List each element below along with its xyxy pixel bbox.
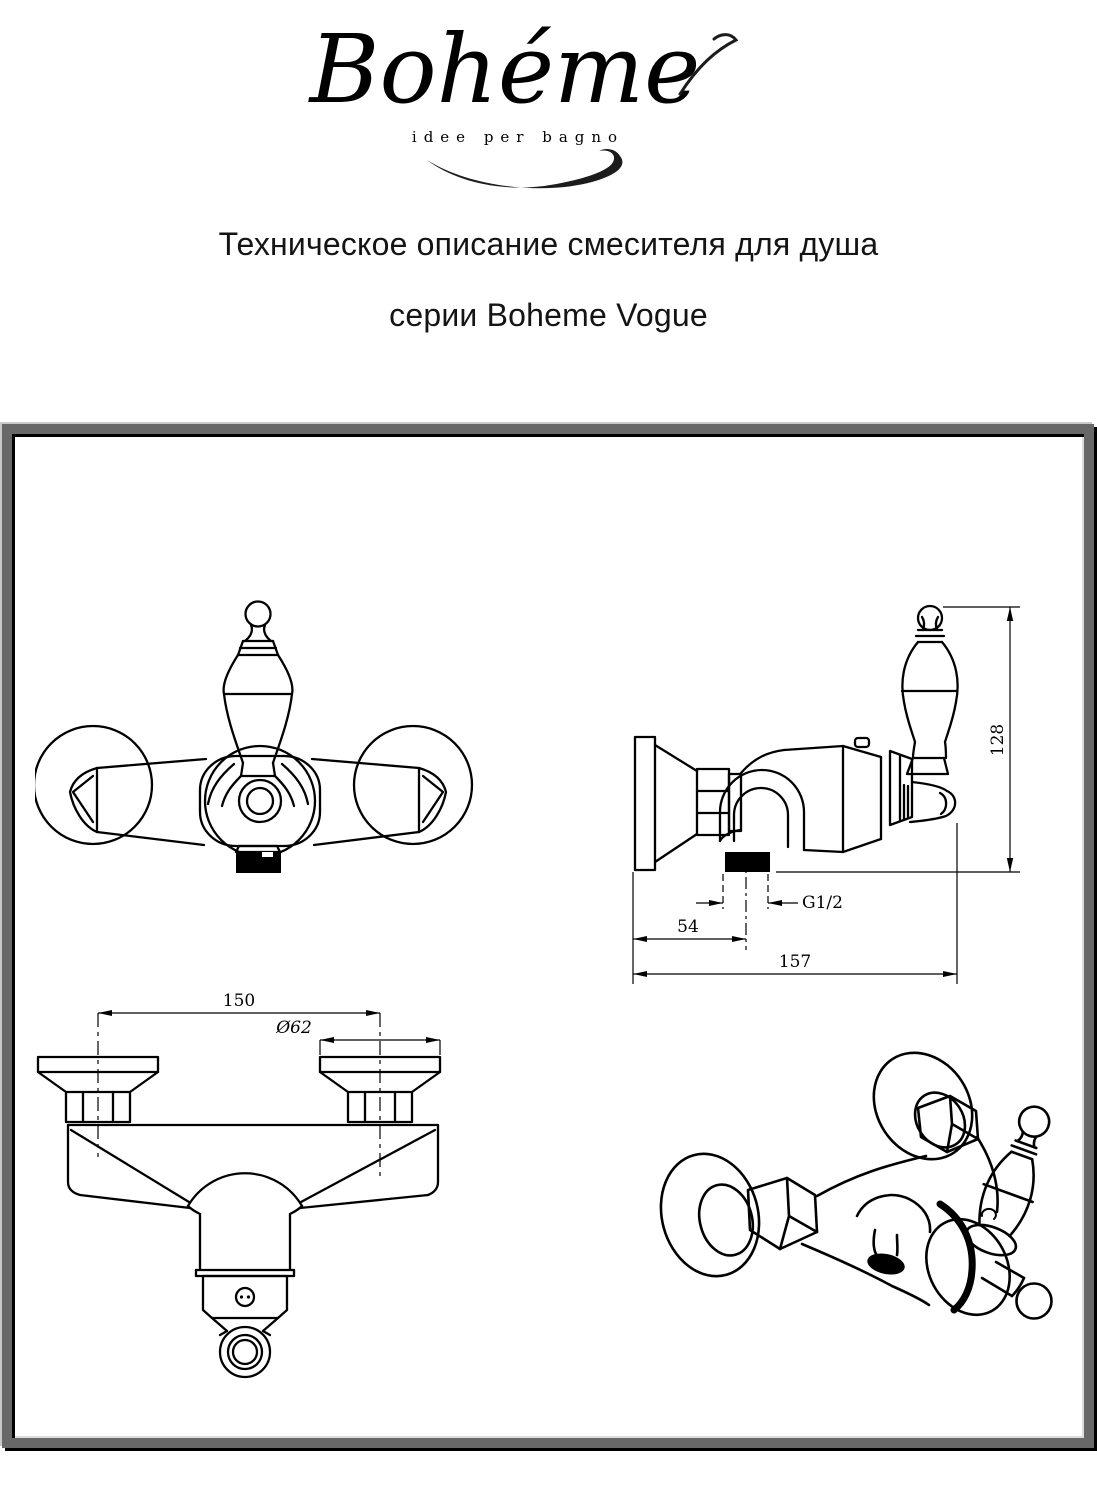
- drawing-frame: [2, 424, 1094, 1448]
- front-left-flange: [35, 726, 152, 844]
- dim-label-128: 128: [988, 723, 1008, 757]
- front-handle-lever: [224, 655, 243, 763]
- front-cartridge-circle-outer: [239, 780, 281, 822]
- document-title-line2: серии Boheme Vogue: [389, 297, 708, 333]
- front-cartridge-circle-inner: [247, 788, 273, 814]
- bottom-outlet-ring-inner: [233, 1340, 257, 1364]
- side-body: [741, 746, 843, 773]
- dim-label-54: 54: [677, 917, 699, 937]
- dim-label-157: 157: [778, 952, 812, 972]
- front-view-drawing: [35, 580, 495, 900]
- brand-logo: [268, 2, 828, 200]
- iso-handle-ball: [1015, 1102, 1053, 1140]
- iso-left-flange: [648, 1143, 773, 1288]
- iso-valve-face: [910, 1205, 1026, 1330]
- side-view-drawing: [600, 560, 1070, 990]
- dim-label-62: Ø62: [276, 1018, 312, 1038]
- dim-label-thread: G1/2: [802, 893, 843, 913]
- brand-logo-text: Bohéme: [309, 15, 701, 125]
- front-right-flange: [354, 726, 472, 844]
- brand-tagline: idee per bagno: [411, 128, 625, 146]
- front-handle-ball: [246, 602, 271, 627]
- dim-label-150: 150: [222, 991, 256, 1011]
- front-hub: [200, 756, 320, 846]
- side-wall-plate: [635, 737, 655, 870]
- iso-body: [817, 1156, 926, 1196]
- bottom-body-dome: [188, 1173, 302, 1206]
- side-handle-lever: [902, 642, 918, 758]
- bottom-view-drawing: [30, 985, 500, 1405]
- side-outlet-thread: [725, 852, 770, 872]
- side-hex-nut: [697, 769, 729, 835]
- document-title-line1: Техническое описание смесителя для душа: [218, 226, 879, 262]
- front-outlet-thread: [236, 852, 281, 873]
- brand-flourish: [427, 149, 622, 188]
- iso-outlet-hole: [865, 1250, 906, 1277]
- iso-knob-ball: [1017, 1284, 1052, 1319]
- isometric-view-drawing: [630, 1020, 1090, 1350]
- side-handle-cap: [910, 782, 955, 822]
